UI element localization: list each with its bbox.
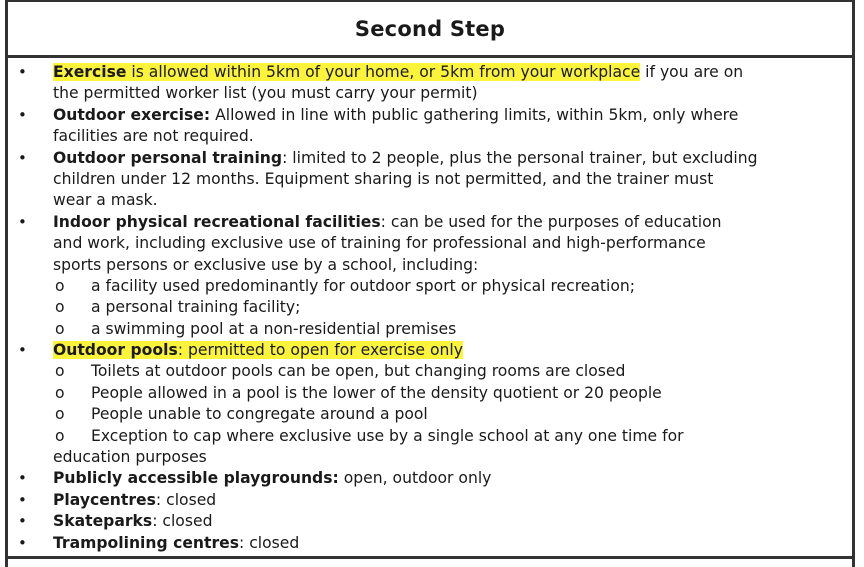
list-item-text [53, 340, 463, 361]
bullet-list [8, 62, 848, 554]
list-item [8, 62, 848, 83]
table-bottom-border [5, 556, 855, 559]
highlighted-text: Exercise is allowed within 5km of your home, or 5km from your workplace [53, 63, 641, 81]
sub-bullet-marker: o [55, 383, 65, 402]
sub-list-item: o Toilets at outdoor pools can be open, but changing rooms are closed [8, 361, 848, 382]
bullet-marker: • [18, 512, 27, 531]
bullet-marker: • [18, 490, 27, 509]
list-item-text: Publicly accessible playgrounds: open, outdoor only [53, 469, 492, 488]
header-cell [8, 2, 852, 55]
list-item-continuation: wear a mask. [53, 191, 158, 210]
list-item-text: Trampolining centres: closed [53, 533, 300, 552]
list-item-text: Exercise is allowed within 5km of your home, or 5km from your workplace if you are on [53, 63, 744, 81]
highlighted-text: Outdoor pools: permitted to open for exercise only [53, 341, 463, 360]
list-item-text: Outdoor personal training: limited to 2 people, plus the personal trainer, but excluding [53, 148, 758, 167]
list-item [8, 533, 848, 554]
sub-list-item-continuation: education purposes [53, 448, 207, 467]
bullet-marker: • [18, 469, 27, 488]
bullet-marker: • [18, 341, 27, 360]
list-item-text: Playcentres: closed [53, 490, 217, 509]
header-divider [5, 55, 855, 58]
sub-bullet-marker: o [55, 426, 65, 445]
sub-list-item: o People allowed in a pool is the lower of the density quotient or 20 people [8, 383, 848, 404]
bullet-marker: • [18, 212, 27, 231]
list-item-continuation: sports persons or exclusive use by a school, including: [53, 255, 479, 274]
list-item-text: Indoor physical recreational facilities: can be used for the purposes of education [53, 212, 722, 231]
list-item [8, 490, 848, 511]
list-item [8, 511, 848, 532]
sub-list-item: o Exception to cap where exclusive use by a single school at any one time for [8, 426, 848, 447]
sub-bullet-marker: o [55, 276, 65, 295]
sub-bullet-marker: o [55, 298, 65, 317]
sub-list-item: o People unable to congregate around a pool [8, 404, 848, 425]
sub-bullet-marker: o [55, 362, 65, 381]
bullet-marker: • [18, 148, 27, 167]
sub-bullet-marker: o [55, 405, 65, 424]
sub-bullet-marker: o [55, 319, 65, 338]
bullet-marker: • [18, 533, 27, 552]
sub-list-item: o a swimming pool at a non-residential premises [8, 319, 848, 340]
list-item [8, 212, 848, 233]
list-item-text: Outdoor exercise: Allowed in line with public gathering limits, within 5km, only where [53, 105, 739, 124]
list-item-text: Skateparks: closed [53, 512, 213, 531]
list-item-continuation: children under 12 months. Equipment sharing is not permitted, and the trainer must [53, 169, 714, 188]
list-item [8, 148, 848, 169]
table-right-border [852, 0, 855, 567]
list-item-continuation: and work, including exclusive use of training for professional and high-performance [53, 234, 706, 253]
list-item [8, 340, 848, 361]
bullet-marker: • [18, 63, 27, 81]
sub-list-item: o a facility used predominantly for outdoor sport or physical recreation; [8, 276, 848, 297]
list-item [8, 468, 848, 489]
list-item [8, 105, 848, 126]
list-item-continuation: the permitted worker list (you must carry your permit) [53, 84, 478, 103]
sub-list-item: o a personal training facility; [8, 297, 848, 318]
bullet-marker: • [18, 105, 27, 124]
page-title: Second Step [354, 16, 506, 41]
list-item-continuation: facilities are not required. [53, 127, 254, 146]
